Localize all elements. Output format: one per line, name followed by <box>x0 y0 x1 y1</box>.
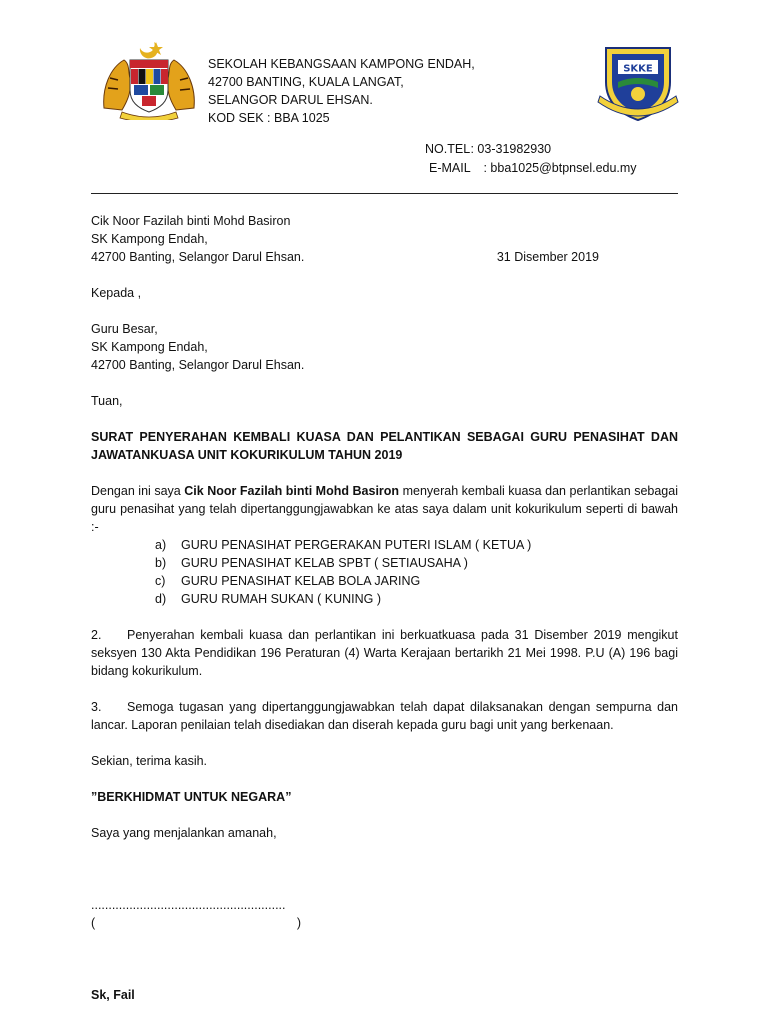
letter-date: 31 Disember 2019 <box>496 250 599 264</box>
email-label: E-MAIL <box>429 161 471 175</box>
recipient-line-3: 42700 Banting, Selangor Darul Ehsan. <box>91 358 305 372</box>
paragraph-2-text: Penyerahan kembali kuasa dan perlantikan ini berkuatkuasa pada 31 Disember 2019 mengikut seksyen 130 Akta Pendidikan 196 Peraturan (4) Warta Kerajaan bertarikh 21 Mei 1998. P.U (A) 196 bagi bidang kokurikulum. <box>91 628 678 678</box>
school-crest-letters: SKKE <box>623 63 653 75</box>
email-value: : bba1025@btpnsel.edu.my <box>483 161 637 175</box>
sender-address-date-row <box>91 248 678 266</box>
list-item: b) GURU PENASIHAT KELAB SPBT ( SETIAUSAHA ) <box>155 556 468 570</box>
signoff: Saya yang menjalankan amanah, <box>91 826 277 840</box>
header-divider <box>91 193 678 194</box>
recipient-line-2: SK Kampong Endah, <box>91 340 208 354</box>
malaysia-coat-of-arms-icon <box>100 38 198 120</box>
letter-body <box>91 212 678 1004</box>
list-item: a) GURU PENASIHAT PERGERAKAN PUTERI ISLAM ( KETUA ) <box>155 538 532 552</box>
list-item: d) GURU RUMAH SUKAN ( KUNING ) <box>155 592 382 606</box>
email-row <box>425 159 637 178</box>
tel-label: NO.TEL <box>425 142 471 156</box>
cc-line: Sk, Fail <box>91 988 135 1002</box>
paragraph-1-post: menyerah kembali kuasa dan perlantikan sebagai guru penasihat yang telah dipertanggungjawabkan ke atas saya dalam unit kokurikulum seperti di bawah :- <box>91 484 678 534</box>
paragraph-2 <box>91 626 678 680</box>
salutation: Tuan, <box>91 394 123 408</box>
list-item: c) GURU PENASIHAT KELAB BOLA JARING <box>155 574 421 588</box>
school-address-line-1: 42700 BANTING, KUALA LANGAT, <box>208 75 404 89</box>
signature-name-brackets <box>91 914 301 932</box>
open-paren: ( <box>91 916 96 930</box>
contact-info <box>425 140 637 178</box>
paragraph-1 <box>91 482 678 536</box>
tel-value: : 03-31982930 <box>470 142 552 156</box>
paragraph-1-name: Cik Noor Fazilah binti Mohd Basiron <box>184 484 400 498</box>
sender-line-2: SK Kampong Endah, <box>91 232 208 246</box>
signature-line: ........................................................ <box>91 898 286 912</box>
school-code: KOD SEK : BBA 1025 <box>208 111 330 125</box>
sender-name: Cik Noor Fazilah binti Mohd Basiron <box>91 214 291 228</box>
paragraph-3 <box>91 698 678 734</box>
paragraph-1-pre: Dengan ini saya <box>91 484 185 498</box>
closing: Sekian, terima kasih. <box>91 754 208 768</box>
school-address-line-2: SELANGOR DARUL EHSAN. <box>208 93 373 107</box>
sender-line-3: 42700 Banting, Selangor Darul Ehsan. <box>91 250 305 264</box>
paragraph-3-number: 3. <box>91 700 102 714</box>
letter-subject: SURAT PENYERAHAN KEMBALI KUASA DAN PELANTIKAN SEBAGAI GURU PENASIHAT DAN JAWATANKUASA UNIT KOKURIKULUM TAHUN 2019 <box>91 430 678 462</box>
tel-row <box>425 140 637 159</box>
duty-list <box>155 536 678 608</box>
paragraph-3-text: Semoga tugasan yang dipertanggungjawabkan telah dapat dilaksanakan dengan sempurna dan lancar. Laporan penilaian telah disediakan dan diserah kepada guru bagi unit yang berkenaan. <box>91 700 678 732</box>
kepada-label: Kepada , <box>91 286 142 300</box>
school-name: SEKOLAH KEBANGSAAN KAMPONG ENDAH, <box>208 57 475 71</box>
motto: ”BERKHIDMAT UNTUK NEGARA” <box>91 790 292 804</box>
school-crest-icon <box>596 38 680 122</box>
paragraph-2-number: 2. <box>91 628 102 642</box>
close-paren: ) <box>296 916 301 930</box>
school-info <box>208 55 475 127</box>
recipient-line-1: Guru Besar, <box>91 322 158 336</box>
